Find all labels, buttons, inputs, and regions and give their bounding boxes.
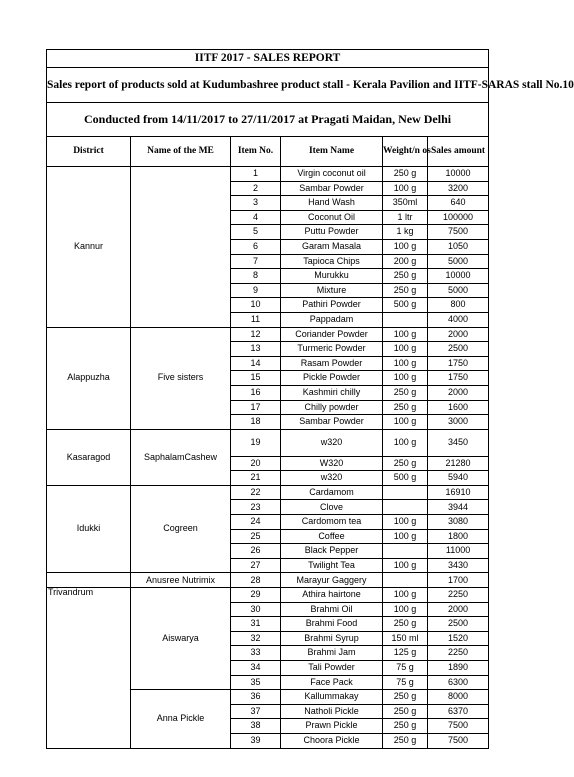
sales-amount-cell: 2500 — [428, 617, 489, 632]
sales-amount-cell: 800 — [428, 298, 489, 313]
weight-cell: 1 kg — [383, 225, 428, 240]
weight-cell: 250 g — [383, 269, 428, 284]
weight-cell — [383, 573, 428, 588]
item-name-cell: Clove — [281, 500, 383, 515]
weight-cell — [383, 312, 428, 327]
item-name-cell: Cardamom — [281, 485, 383, 500]
sales-amount-cell: 2250 — [428, 646, 489, 661]
item-no-cell: 28 — [231, 573, 281, 588]
item-name-cell: Pathiri Powder — [281, 298, 383, 313]
sales-amount-cell: 2500 — [428, 342, 489, 357]
item-no-cell: 9 — [231, 283, 281, 298]
item-no-cell: 25 — [231, 529, 281, 544]
weight-cell: 75 g — [383, 675, 428, 690]
header-me: Name of the ME — [131, 137, 231, 167]
item-name-cell: Mixture — [281, 283, 383, 298]
item-name-cell: Murukku — [281, 269, 383, 284]
sales-amount-cell: 7500 — [428, 719, 489, 734]
weight-cell: 100 g — [383, 529, 428, 544]
item-no-cell: 29 — [231, 588, 281, 603]
sales-amount-cell: 16910 — [428, 485, 489, 500]
weight-cell: 1 ltr — [383, 210, 428, 225]
weight-cell — [383, 544, 428, 559]
header-weight: Weight/n os — [383, 137, 428, 167]
item-no-cell: 11 — [231, 312, 281, 327]
sales-amount-cell: 5000 — [428, 254, 489, 269]
sales-amount-cell: 11000 — [428, 544, 489, 559]
report-rows — [47, 167, 489, 749]
item-no-cell: 34 — [231, 661, 281, 676]
item-name-cell: Coriander Powder — [281, 327, 383, 342]
item-no-cell: 27 — [231, 558, 281, 573]
item-name-cell: Brahmi Jam — [281, 646, 383, 661]
report-subtitle: Sales report of products sold at Kudumbashree product stall - Kerala Pavilion and IITF-SARAS stall No.10 — [47, 68, 489, 103]
sales-amount-cell: 3430 — [428, 558, 489, 573]
sales-amount-cell: 3450 — [428, 429, 489, 456]
item-no-cell: 20 — [231, 456, 281, 471]
item-name-cell: Tali Powder — [281, 661, 383, 676]
weight-cell: 250 g — [383, 617, 428, 632]
sales-amount-cell: 1700 — [428, 573, 489, 588]
sales-amount-cell: 1520 — [428, 631, 489, 646]
item-name-cell: Face Pack — [281, 675, 383, 690]
item-name-cell: Kashmiri chilly — [281, 385, 383, 400]
sales-amount-cell: 1050 — [428, 239, 489, 254]
weight-cell: 100 g — [383, 327, 428, 342]
sales-amount-cell: 2000 — [428, 327, 489, 342]
header-item-name: Item Name — [281, 137, 383, 167]
item-no-cell: 2 — [231, 181, 281, 196]
item-no-cell: 31 — [231, 617, 281, 632]
weight-cell: 100 g — [383, 515, 428, 530]
district-cell: Idukki — [47, 485, 131, 573]
sales-amount-cell: 3000 — [428, 415, 489, 430]
item-name-cell: Prawn Pickle — [281, 719, 383, 734]
item-no-cell: 22 — [231, 485, 281, 500]
item-no-cell: 3 — [231, 196, 281, 211]
item-no-cell: 18 — [231, 415, 281, 430]
weight-cell: 100 g — [383, 588, 428, 603]
item-name-cell: Brahmi Food — [281, 617, 383, 632]
sales-amount-cell: 8000 — [428, 690, 489, 705]
sales-amount-cell: 3944 — [428, 500, 489, 515]
item-name-cell: Brahmi Syrup — [281, 631, 383, 646]
item-name-cell: Cardomom tea — [281, 515, 383, 530]
sales-amount-cell: 1750 — [428, 371, 489, 386]
item-no-cell: 14 — [231, 356, 281, 371]
item-no-cell: 13 — [231, 342, 281, 357]
item-no-cell: 23 — [231, 500, 281, 515]
district-cell: Alappuzha — [47, 327, 131, 429]
item-name-cell: Black Pepper — [281, 544, 383, 559]
table-row — [47, 167, 489, 182]
item-no-cell: 7 — [231, 254, 281, 269]
item-no-cell: 36 — [231, 690, 281, 705]
item-no-cell: 30 — [231, 602, 281, 617]
item-name-cell: Hand Wash — [281, 196, 383, 211]
weight-cell: 100 g — [383, 371, 428, 386]
sales-amount-cell: 7500 — [428, 733, 489, 748]
sales-amount-cell: 4000 — [428, 312, 489, 327]
weight-cell: 100 g — [383, 429, 428, 456]
table-row — [47, 485, 489, 500]
district-cell: Kasaragod — [47, 429, 131, 485]
report-title: IITF 2017 - SALES REPORT — [47, 50, 489, 68]
sales-amount-cell: 640 — [428, 196, 489, 211]
weight-cell: 250 g — [383, 283, 428, 298]
item-name-cell: Rasam Powder — [281, 356, 383, 371]
sales-amount-cell: 100000 — [428, 210, 489, 225]
me-name-cell: Anusree Nutrimix — [131, 573, 231, 588]
weight-cell: 100 g — [383, 342, 428, 357]
me-name-cell: Five sisters — [131, 327, 231, 429]
item-no-cell: 4 — [231, 210, 281, 225]
item-name-cell: Athira hairtone — [281, 588, 383, 603]
sales-report-table — [46, 49, 574, 749]
item-no-cell: 15 — [231, 371, 281, 386]
sales-amount-cell: 6300 — [428, 675, 489, 690]
header-sales-amount: Sales amount — [428, 137, 489, 167]
item-name-cell: Choora Pickle — [281, 733, 383, 748]
weight-cell: 350ml — [383, 196, 428, 211]
item-name-cell: Turmeric Powder — [281, 342, 383, 357]
sales-amount-cell: 10000 — [428, 167, 489, 182]
weight-cell — [383, 485, 428, 500]
sales-amount-cell: 21280 — [428, 456, 489, 471]
sales-amount-cell: 1750 — [428, 356, 489, 371]
item-no-cell: 19 — [231, 429, 281, 456]
item-no-cell: 6 — [231, 239, 281, 254]
sales-amount-cell: 1800 — [428, 529, 489, 544]
sales-amount-cell: 2000 — [428, 385, 489, 400]
item-name-cell: Chilly powder — [281, 400, 383, 415]
district-cell: Kannur — [47, 167, 131, 328]
weight-cell: 100 g — [383, 558, 428, 573]
me-name-cell: SaphalamCashew — [131, 429, 231, 485]
item-no-cell: 12 — [231, 327, 281, 342]
weight-cell: 250 g — [383, 719, 428, 734]
weight-cell: 250 g — [383, 704, 428, 719]
item-name-cell: w320 — [281, 429, 383, 456]
weight-cell: 100 g — [383, 602, 428, 617]
item-no-cell: 21 — [231, 471, 281, 486]
item-name-cell: Twilight Tea — [281, 558, 383, 573]
item-name-cell: Coconut Oil — [281, 210, 383, 225]
item-no-cell: 24 — [231, 515, 281, 530]
item-no-cell: 38 — [231, 719, 281, 734]
sales-amount-cell: 2000 — [428, 602, 489, 617]
sales-amount-cell: 6370 — [428, 704, 489, 719]
item-name-cell: Brahmi Oil — [281, 602, 383, 617]
item-name-cell: Natholi Pickle — [281, 704, 383, 719]
report-period: Conducted from 14/11/2017 to 27/11/2017 at Pragati Maidan, New Delhi — [47, 103, 489, 137]
table-row — [47, 588, 489, 603]
weight-cell: 250 g — [383, 385, 428, 400]
sales-amount-cell: 1890 — [428, 661, 489, 676]
item-name-cell: Pickle Powder — [281, 371, 383, 386]
item-no-cell: 16 — [231, 385, 281, 400]
item-name-cell: Sambar Powder — [281, 181, 383, 196]
sales-amount-cell: 5000 — [428, 283, 489, 298]
sales-amount-cell: 5940 — [428, 471, 489, 486]
me-name-cell: Anna Pickle — [131, 690, 231, 748]
weight-cell: 250 g — [383, 733, 428, 748]
weight-cell: 100 g — [383, 415, 428, 430]
district-cell-empty — [47, 573, 131, 588]
me-name-cell: Aiswarya — [131, 588, 231, 690]
table-row — [47, 327, 489, 342]
weight-cell: 100 g — [383, 356, 428, 371]
item-name-cell: Pappadam — [281, 312, 383, 327]
sales-amount-cell: 10000 — [428, 269, 489, 284]
weight-cell: 250 g — [383, 400, 428, 415]
item-no-cell: 5 — [231, 225, 281, 240]
weight-cell: 200 g — [383, 254, 428, 269]
item-no-cell: 1 — [231, 167, 281, 182]
weight-cell — [383, 500, 428, 515]
item-no-cell: 33 — [231, 646, 281, 661]
header-item-no: Item No. — [231, 137, 281, 167]
weight-cell: 100 g — [383, 181, 428, 196]
item-name-cell: Puttu Powder — [281, 225, 383, 240]
item-no-cell: 39 — [231, 733, 281, 748]
sales-amount-cell: 3200 — [428, 181, 489, 196]
district-cell: Trivandrum — [47, 588, 131, 749]
weight-cell: 250 g — [383, 456, 428, 471]
item-name-cell: Sambar Powder — [281, 415, 383, 430]
item-no-cell: 37 — [231, 704, 281, 719]
header-district: District — [47, 137, 131, 167]
item-no-cell: 10 — [231, 298, 281, 313]
item-name-cell: w320 — [281, 471, 383, 486]
item-no-cell: 17 — [231, 400, 281, 415]
weight-cell: 250 g — [383, 167, 428, 182]
item-name-cell: Marayur Gaggery — [281, 573, 383, 588]
weight-cell: 500 g — [383, 471, 428, 486]
weight-cell: 100 g — [383, 239, 428, 254]
item-name-cell: W320 — [281, 456, 383, 471]
item-name-cell: Virgin coconut oil — [281, 167, 383, 182]
item-no-cell: 8 — [231, 269, 281, 284]
sales-amount-cell: 3080 — [428, 515, 489, 530]
item-no-cell: 32 — [231, 631, 281, 646]
sales-amount-cell: 7500 — [428, 225, 489, 240]
item-name-cell: Coffee — [281, 529, 383, 544]
weight-cell: 150 ml — [383, 631, 428, 646]
sales-amount-cell: 1600 — [428, 400, 489, 415]
table-row — [47, 573, 489, 588]
item-name-cell: Garam Masala — [281, 239, 383, 254]
item-name-cell: Tapioca Chips — [281, 254, 383, 269]
item-no-cell: 26 — [231, 544, 281, 559]
item-no-cell: 35 — [231, 675, 281, 690]
item-name-cell: Kallummakay — [281, 690, 383, 705]
sales-amount-cell: 2250 — [428, 588, 489, 603]
me-name-cell — [131, 167, 231, 328]
weight-cell: 250 g — [383, 690, 428, 705]
me-name-cell: Cogreen — [131, 485, 231, 573]
weight-cell: 75 g — [383, 661, 428, 676]
table-row — [47, 429, 489, 456]
weight-cell: 500 g — [383, 298, 428, 313]
weight-cell: 125 g — [383, 646, 428, 661]
